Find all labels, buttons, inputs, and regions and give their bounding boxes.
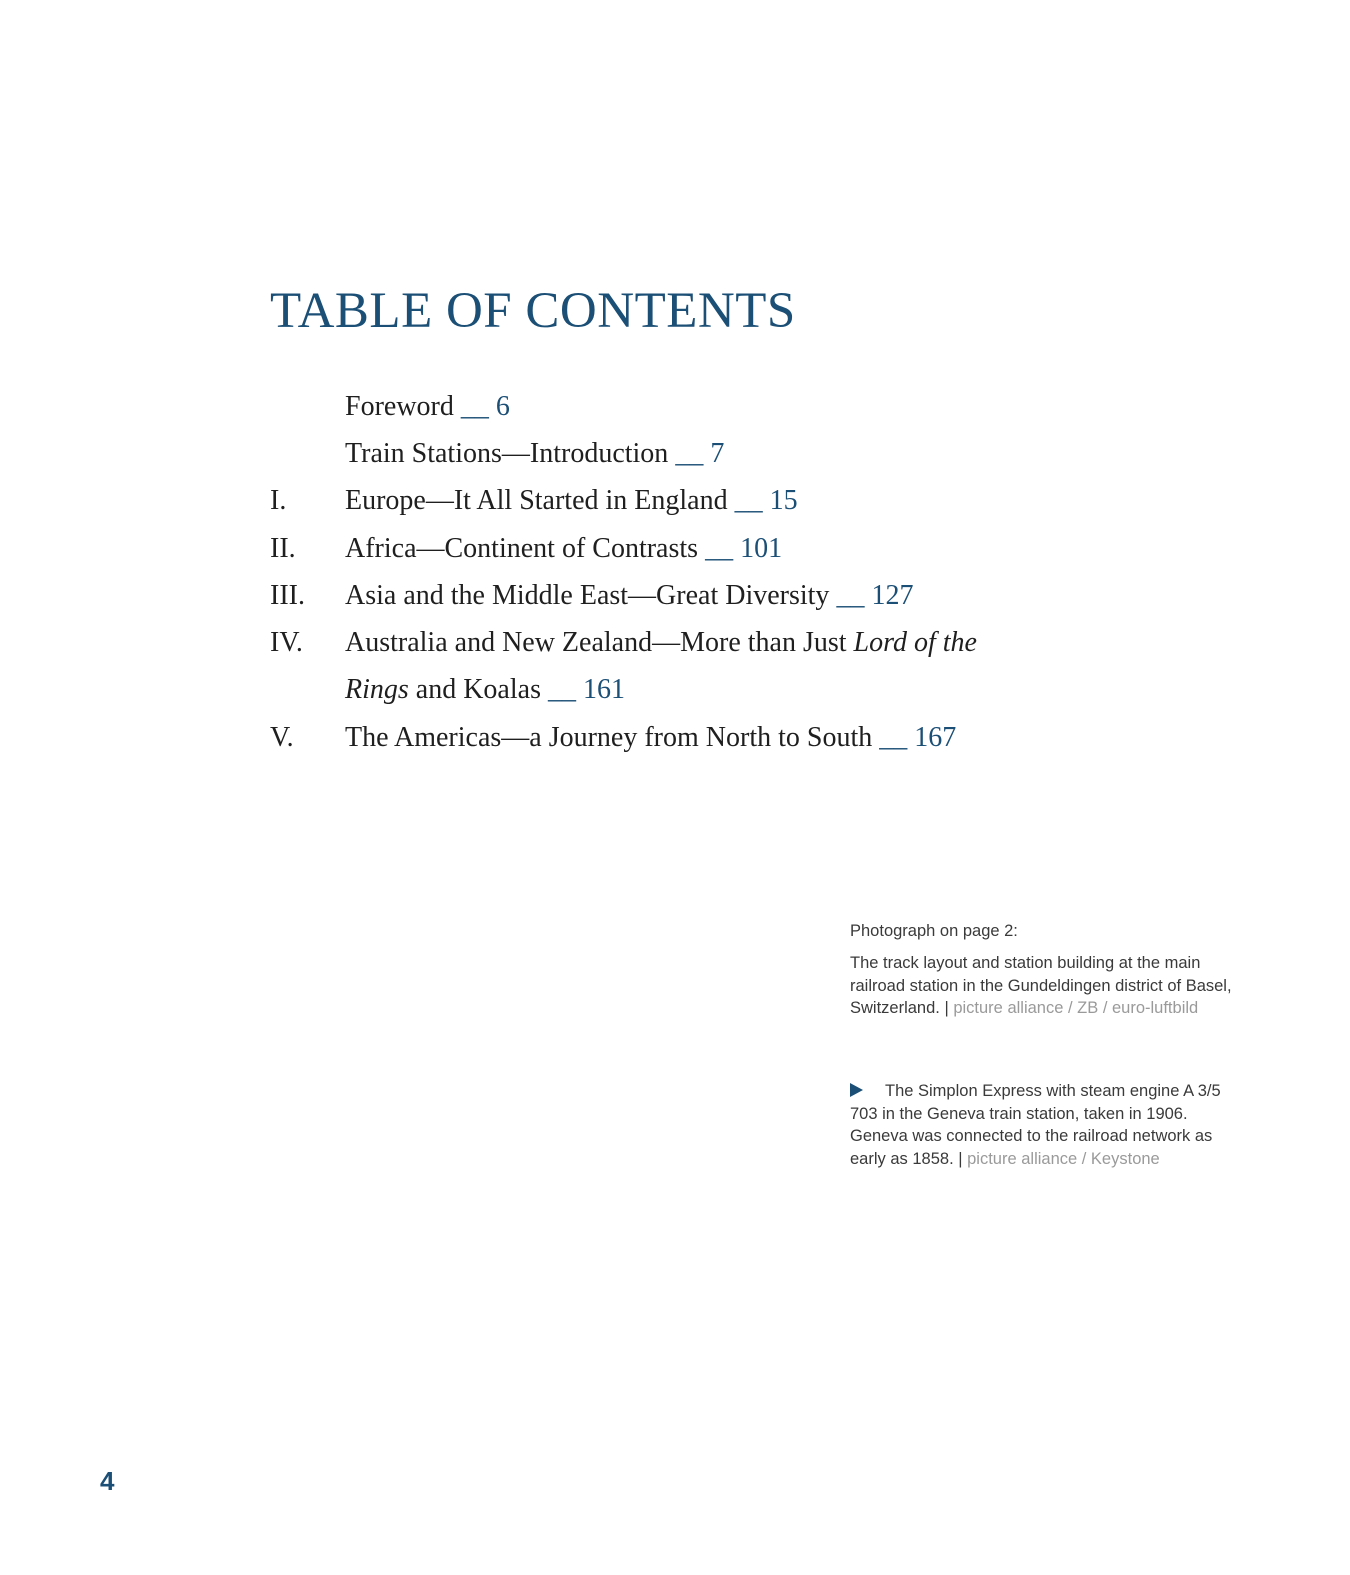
toc-entry-title: Australia and New Zealand—More than Just Lord of the bbox=[345, 627, 977, 659]
toc-entry bbox=[270, 383, 1070, 430]
page-number: 4 bbox=[100, 1466, 115, 1496]
toc-entry-page: 127 bbox=[871, 579, 914, 611]
toc-entry-title: Africa—Continent of Contrasts __ 101 bbox=[345, 532, 783, 564]
toc-entry-title: Foreword __ 6 bbox=[345, 390, 510, 422]
toc-separator: __ bbox=[675, 437, 704, 469]
toc-entry-number: I. bbox=[270, 485, 287, 517]
toc-separator: __ bbox=[734, 485, 763, 517]
photo-caption: The track layout and station building at the main railroad station in the Gundeldingen district of Basel, Switzerland. | picture alliance / ZB / euro-luftbild bbox=[850, 954, 1232, 1017]
toc-entry-number: III. bbox=[270, 579, 305, 611]
toc-entry bbox=[270, 525, 1070, 572]
photo-credit: picture alliance / Keystone bbox=[962, 1149, 1160, 1168]
toc-entry-number: II. bbox=[270, 532, 296, 564]
toc-entry bbox=[270, 478, 1070, 525]
toc-entry-continuation bbox=[270, 667, 1070, 714]
toc-entry-title: The Americas—a Journey from North to South __ 167 bbox=[345, 721, 957, 753]
caption-heading: Photograph on page 2: bbox=[850, 922, 1018, 940]
toc-entry bbox=[270, 619, 1070, 666]
book-title-italic: Lord of the bbox=[853, 627, 977, 659]
toc-entry-page: 7 bbox=[710, 437, 725, 469]
toc-separator: __ bbox=[547, 674, 576, 706]
toc-entry-number: V. bbox=[270, 721, 294, 753]
toc-separator: __ bbox=[836, 579, 865, 611]
photo-credit: picture alliance / ZB / euro-luftbild bbox=[948, 999, 1199, 1017]
toc-title: TABLE OF CONTENTS bbox=[270, 283, 796, 339]
toc-separator: __ bbox=[705, 532, 734, 564]
toc-list bbox=[270, 383, 1070, 761]
photo-caption: The Simplon Express with steam engine A 3/5 703 in the Geneva train station, taken in 1906. Geneva was connected to the railroad network as early as 1858. | picture alliance / Keystone bbox=[850, 1082, 1221, 1168]
toc-entry-page: 15 bbox=[769, 485, 798, 517]
toc-separator: __ bbox=[879, 721, 908, 753]
toc-entry-title: Europe—It All Started in England __ 15 bbox=[345, 485, 798, 517]
triangle-right-icon bbox=[850, 1083, 863, 1097]
toc-separator: __ bbox=[460, 390, 489, 422]
toc-entry-title: Rings and Koalas __ 161 bbox=[345, 674, 625, 706]
toc-entry bbox=[270, 430, 1070, 477]
toc-entry-title: Asia and the Middle East—Great Diversity __ 127 bbox=[345, 579, 914, 611]
toc-entry-page: 167 bbox=[914, 721, 957, 753]
toc-entry-page: 101 bbox=[740, 532, 783, 564]
toc-entry-title: Train Stations—Introduction __ 7 bbox=[345, 437, 725, 469]
toc-entry bbox=[270, 714, 1070, 761]
toc-entry-page: 6 bbox=[495, 390, 510, 422]
book-title-italic: Rings bbox=[345, 674, 409, 706]
toc-entry-number: IV. bbox=[270, 627, 303, 659]
toc-entry-page: 161 bbox=[582, 674, 625, 706]
toc-entry bbox=[270, 572, 1070, 619]
